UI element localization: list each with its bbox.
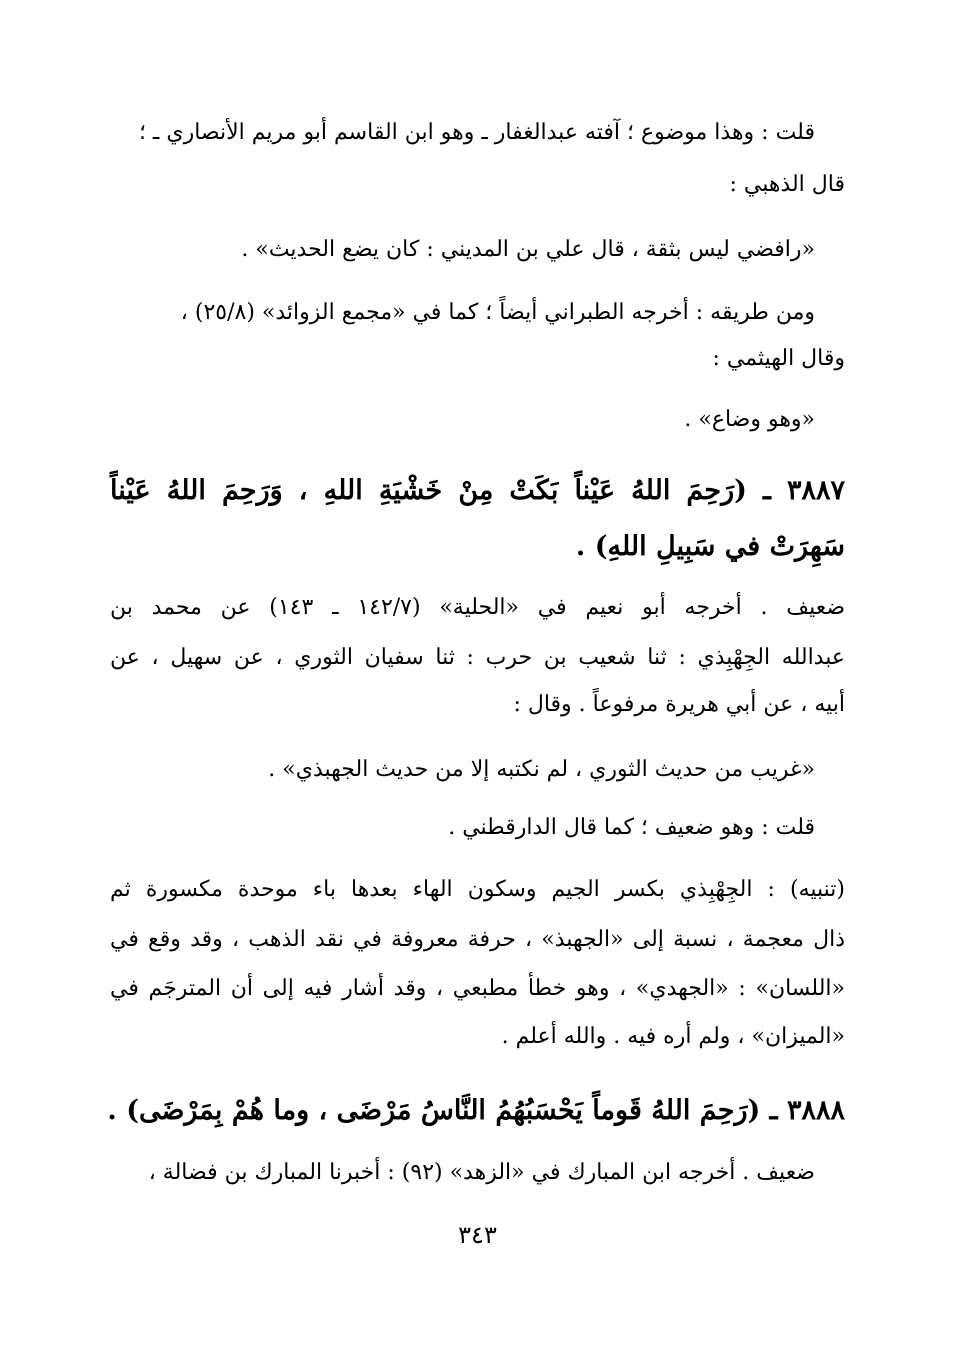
note-line: ذال معجمة ، نسبة إلى «الجهبذ» ، حرفة معروفة في نقد الذهب ، وقد وقع في xyxy=(110,927,845,952)
quote-line: «رافضي ليس بثقة ، قال علي بن المديني : كان يضع الحديث» . xyxy=(241,237,815,262)
hadith-heading: ٣٨٨٨ ـ (رَحِمَ اللهُ قَوماً يَحْسَبُهُمُ النَّاسُ مَرْضَى ، وما هُمْ بِمَرْضَى) . xyxy=(107,1095,845,1126)
text-line: وقال الهيثمي : xyxy=(712,346,845,371)
note-line: (تنبيه) : الجِهْبِذي بكسر الجيم وسكون الهاء بعدها باء موحدة مكسورة ثم xyxy=(110,877,845,902)
text-line: قلت : وهو ضعيف ؛ كما قال الدارقطني . xyxy=(448,815,815,840)
text-line: أبيه ، عن أبي هريرة مرفوعاً . وقال : xyxy=(513,692,845,717)
text-line: ضعيف . أخرجه ابن المبارك في «الزهد» (٩٢) : أخبرنا المبارك بن فضالة ، xyxy=(148,1160,815,1185)
quote-line: «وهو وضاع» . xyxy=(684,407,815,432)
text-line: قلت : وهذا موضوع ؛ آفته عبدالغفار ـ وهو ابن القاسم أبو مريم الأنصاري ـ ؛ xyxy=(138,120,815,145)
text-line: ومن طريقه : أخرجه الطبراني أيضاً ؛ كما في «مجمع الزوائد» (٢٥/٨) ، xyxy=(180,300,815,325)
note-line: «الميزان» ، ولم أره فيه . والله أعلم . xyxy=(501,1024,845,1049)
text-line: عبدالله الجِهْبِذي : ثنا شعيب بن حرب : ثنا سفيان الثوري ، عن سهيل ، عن xyxy=(110,645,845,670)
note-line: «اللسان» : «الجهدي» ، وهو خطأ مطبعي ، وقد أشار فيه إلى أن المترجَم في xyxy=(110,976,845,1001)
hadith-heading: ٣٨٨٧ ـ (رَحِمَ اللهُ عَيْناً بَكَتْ مِنْ خَشْيَةِ اللهِ ، وَرَحِمَ اللهُ عَيْناً xyxy=(110,475,845,506)
text-line: قال الذهبي : xyxy=(729,172,845,197)
text-line: ضعيف . أخرجه أبو نعيم في «الحلية» (١٤٢/٧ ـ ١٤٣) عن محمد بن xyxy=(110,595,845,620)
quote-line: «غريب من حديث الثوري ، لم نكتبه إلا من حديث الجهبذي» . xyxy=(268,757,815,782)
page-number: ٣٤٣ xyxy=(458,1221,497,1249)
hadith-heading: سَهِرَتْ في سَبِيلِ اللهِ) . xyxy=(575,531,845,562)
